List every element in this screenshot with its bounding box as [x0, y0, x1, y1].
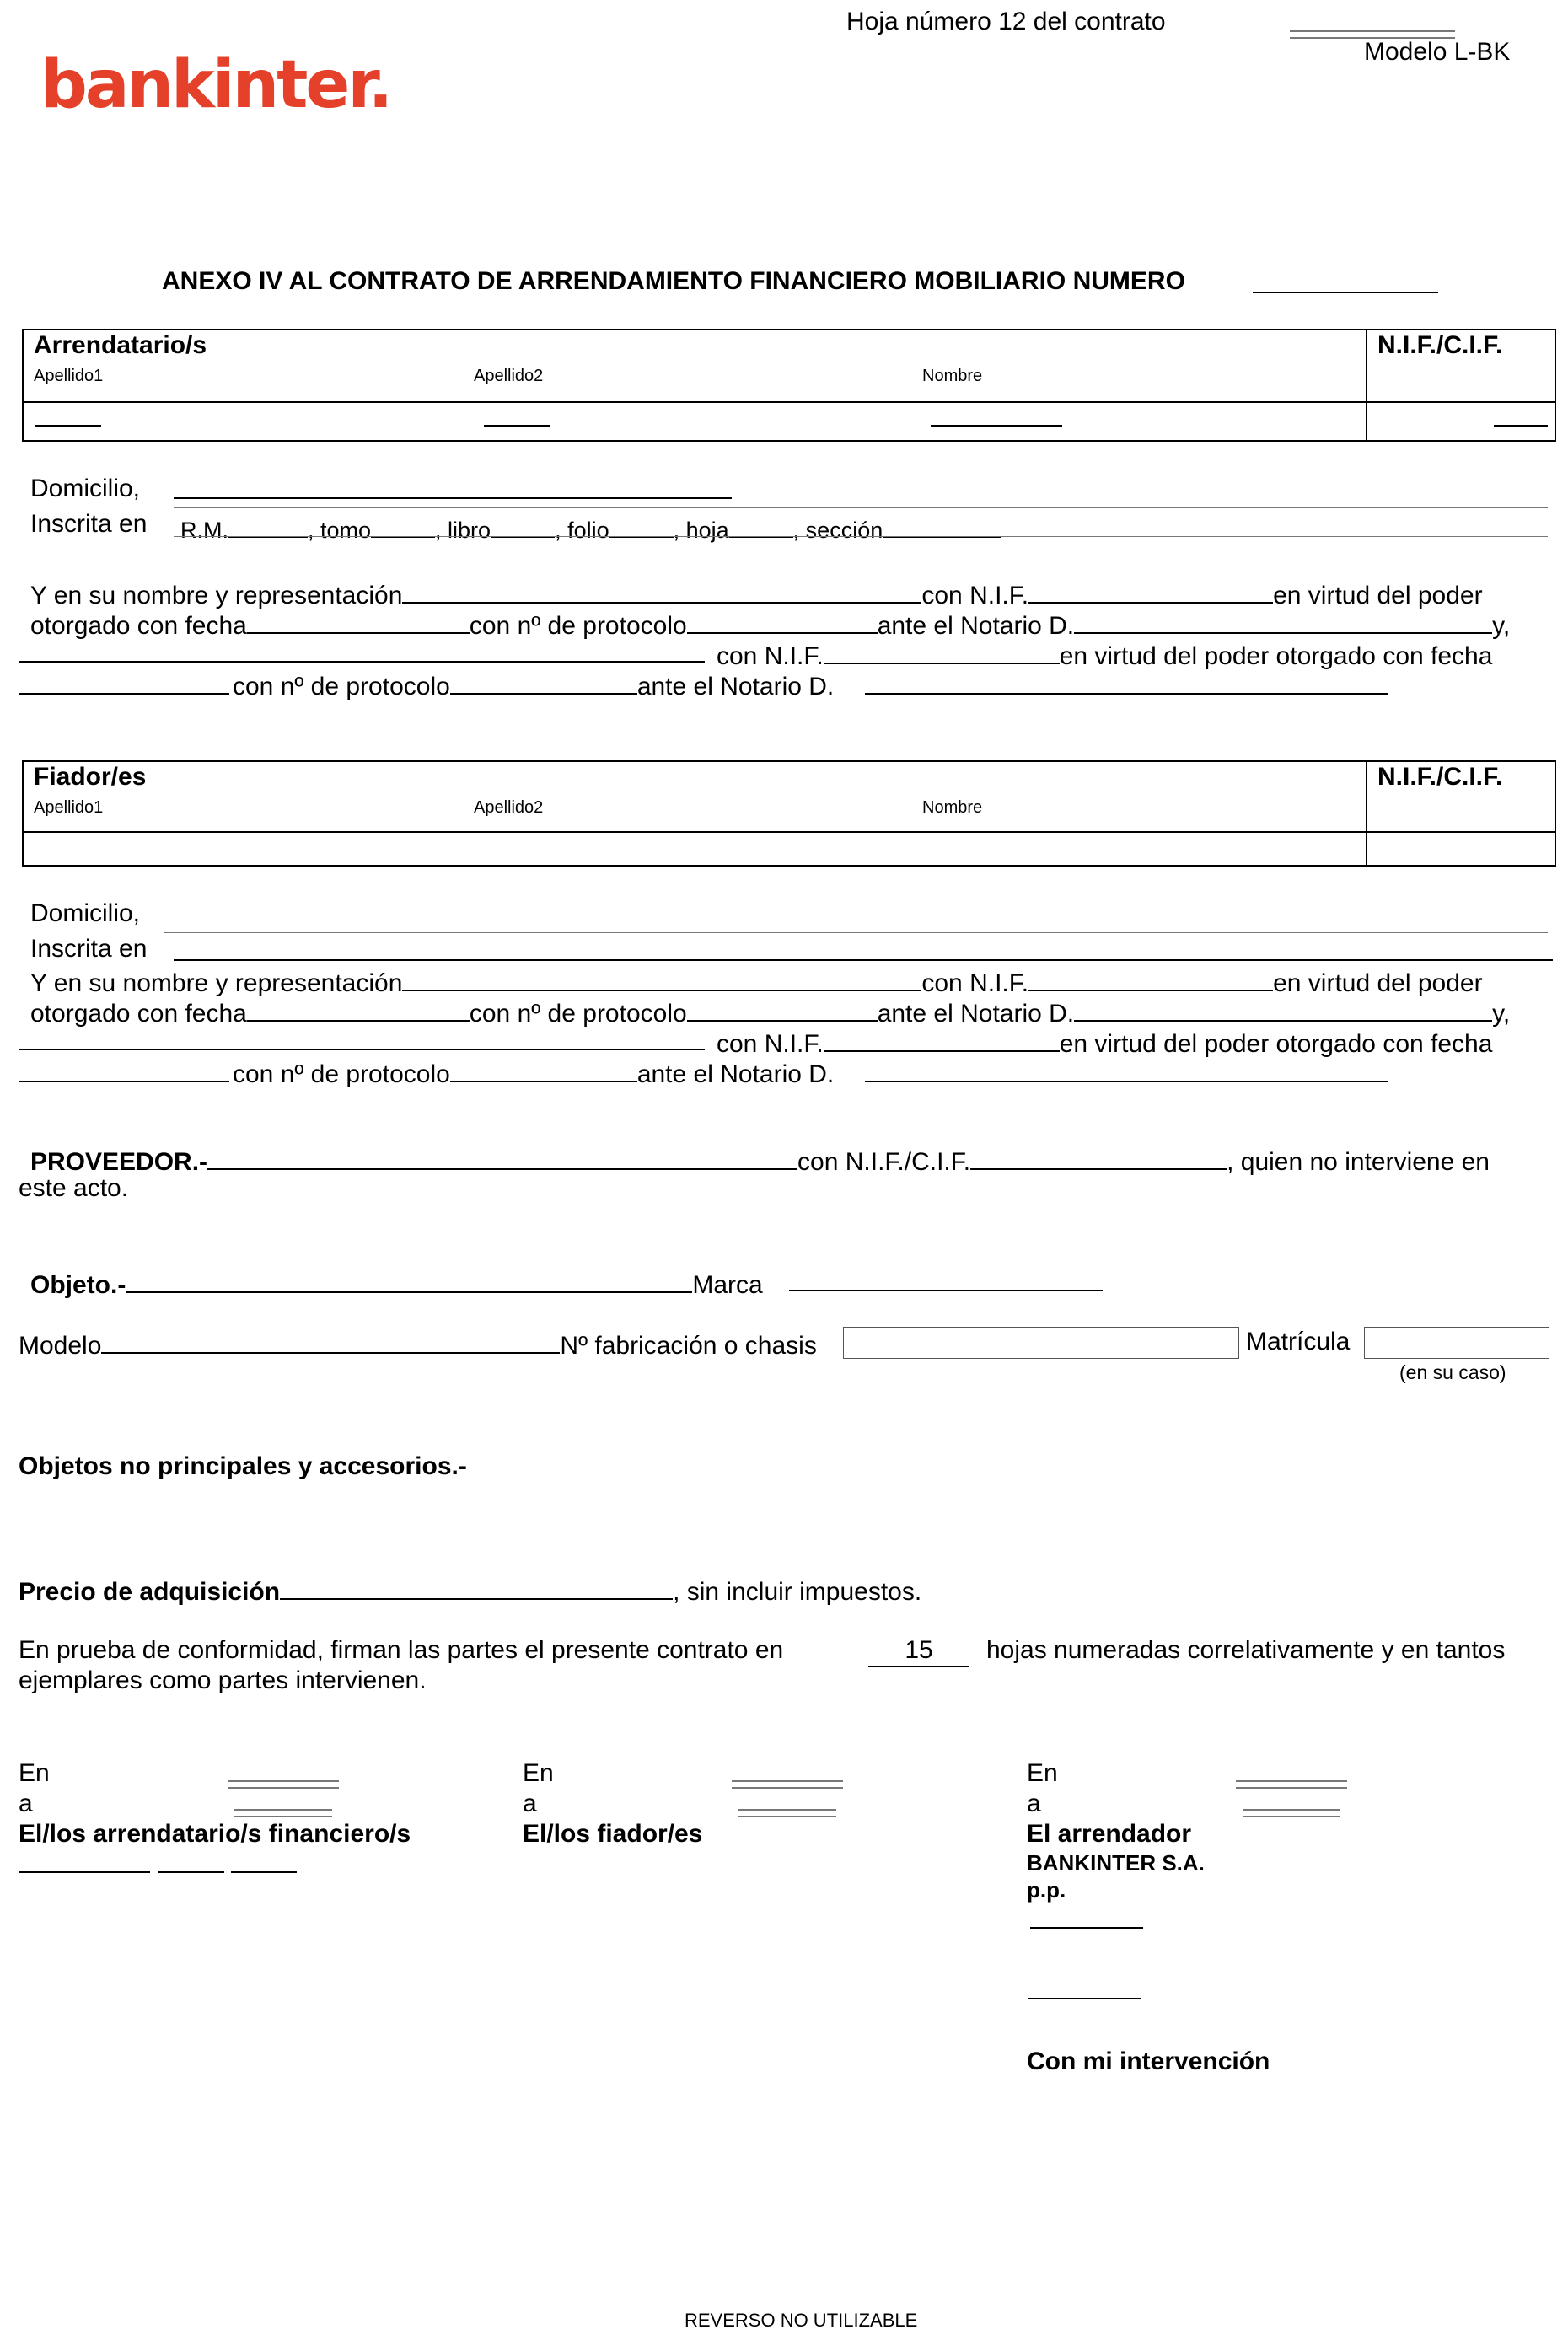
registro-line: [180, 511, 1001, 544]
frep2-notario-field[interactable]: [865, 1081, 1388, 1082]
rep-notario-label: ante el Notario D.: [877, 612, 1075, 640]
frep-name-field[interactable]: [402, 964, 921, 991]
rep-poder-label: en virtud del poder: [1273, 582, 1483, 609]
rep2-fecha-field[interactable]: [19, 693, 229, 695]
seccion-field[interactable]: [883, 511, 1001, 538]
rep2-nif-field[interactable]: [824, 637, 1060, 664]
frep-poder-label: en virtud del poder: [1273, 969, 1483, 997]
rep2-protocolo-label: con nº de protocolo: [233, 673, 450, 700]
rep-name-field[interactable]: [402, 577, 921, 604]
en-su-caso-note: (en su caso): [1399, 1361, 1506, 1383]
frep2-nif-label: con N.I.F.: [717, 1030, 824, 1058]
frep-nif-label: con N.I.F.: [921, 969, 1029, 997]
inscrita-underline: [174, 536, 1548, 537]
precio-tail: , sin incluir impuestos.: [673, 1578, 922, 1606]
fiador-col-apellido1: Apellido1: [34, 798, 104, 817]
tomo-label: , tomo: [308, 518, 372, 543]
fiador-domicilio-field[interactable]: [164, 932, 1548, 933]
model-label: Modelo L-BK: [1364, 38, 1511, 66]
frep2-poder-label: en virtud del poder otorgado con fecha: [1059, 1030, 1493, 1058]
col-apellido2: Apellido2: [474, 367, 544, 385]
footer-note: REVERSO NO UTILIZABLE: [685, 2310, 918, 2331]
rep2-protocolo-field[interactable]: [450, 668, 637, 695]
frep-notario-field[interactable]: [1074, 995, 1492, 1022]
rep-text: Y en su nombre y representación: [30, 582, 403, 609]
rm-label: R.M.: [180, 518, 228, 543]
rep-protocolo-label: con nº de protocolo: [469, 612, 687, 640]
sheet-number: Hoja número 12 del contrato: [846, 8, 1166, 35]
banco-name: BANKINTER S.A.: [1027, 1850, 1205, 1876]
rep-nif-field[interactable]: [1028, 577, 1273, 604]
nombre-field[interactable]: [931, 425, 1062, 427]
rep-fecha-field[interactable]: [247, 607, 470, 634]
precio-label: Precio de adquisición: [19, 1578, 281, 1606]
proveedor-name-field[interactable]: [207, 1143, 797, 1170]
arrendatario-table: [22, 329, 1556, 442]
marca-field[interactable]: [789, 1290, 1103, 1291]
modelo-line: [19, 1327, 817, 1361]
fiador-nif-heading: N.I.F./C.I.F.: [1377, 763, 1503, 791]
table-divider: [22, 401, 1556, 403]
firma1-en-field[interactable]: [228, 1780, 339, 1789]
fiador-col-nombre: Nombre: [922, 798, 983, 817]
firma-arrendador-label: El arrendador: [1027, 1820, 1192, 1848]
frep-y-label: y,: [1492, 1000, 1511, 1028]
proveedor-line: [30, 1143, 1490, 1178]
apoderado1-signature[interactable]: [1030, 1927, 1143, 1929]
libro-field[interactable]: [491, 511, 555, 538]
fiador-representacion-line1: [30, 964, 1483, 999]
frep-notario-label: ante el Notario D.: [877, 1000, 1075, 1028]
arrendatario-heading: Arrendatario/s: [34, 331, 207, 359]
precio-line: [19, 1573, 921, 1607]
fiador-representacion-line2: [30, 995, 1510, 1029]
firma3-en: En: [1027, 1759, 1058, 1787]
hojas-count[interactable]: 15: [868, 1635, 969, 1667]
chasis-label: Nº fabricación o chasis: [560, 1332, 817, 1360]
frep2-notario-label: ante el Notario D.: [636, 1060, 835, 1088]
firma-fiador-label: El/los fiador/es: [523, 1820, 703, 1848]
domicilio-underline: [174, 507, 1548, 508]
table-col-divider: [1366, 329, 1367, 442]
arrendatario-nif-heading: N.I.F./C.I.F.: [1377, 331, 1503, 359]
frep-fecha-field[interactable]: [247, 995, 470, 1022]
tomo-field[interactable]: [371, 511, 435, 538]
frep-protocolo-label: con nº de protocolo: [469, 1000, 687, 1028]
document-title: ANEXO IV AL CONTRATO DE ARRENDAMIENTO FINANCIERO MOBILIARIO NUMERO: [162, 267, 1185, 295]
firma2-a-field[interactable]: [738, 1809, 836, 1817]
proveedor-nif-field[interactable]: [970, 1143, 1227, 1170]
libro-label: , libro: [435, 518, 491, 543]
apellido2-field[interactable]: [484, 425, 550, 427]
fiador-inscrita-field[interactable]: [174, 959, 1553, 961]
intervencion-label: Con mi intervención: [1027, 2048, 1270, 2075]
frep-text: Y en su nombre y representación: [30, 969, 403, 997]
firma1-en: En: [19, 1759, 50, 1787]
pp-label: p.p.: [1027, 1877, 1066, 1903]
proveedor-nif-label: con N.I.F./C.I.F.: [797, 1148, 971, 1176]
matricula-input[interactable]: [1364, 1327, 1549, 1359]
rep-notario-field[interactable]: [1074, 607, 1492, 634]
col-apellido1: Apellido1: [34, 367, 104, 385]
frep2-protocolo-label: con nº de protocolo: [233, 1060, 450, 1088]
apoderado2-signature[interactable]: [1028, 1998, 1141, 1999]
firma1-a: a: [19, 1790, 33, 1817]
fiador-table-divider: [22, 831, 1556, 833]
fiador-heading: Fiador/es: [34, 763, 147, 791]
representacion-line4: [233, 668, 834, 702]
hoja-label: , hoja: [673, 518, 729, 543]
firma2-en-field[interactable]: [732, 1780, 843, 1789]
rep2-name-field[interactable]: [19, 661, 705, 663]
seccion-label: , sección: [792, 518, 883, 543]
firma1-a-field[interactable]: [234, 1809, 332, 1817]
fiador-col-apellido2: Apellido2: [474, 798, 544, 817]
conformidad-text3: ejemplares como partes intervienen.: [19, 1666, 427, 1694]
rep2-notario-label: ante el Notario D.: [636, 673, 835, 700]
rep-y-label: y,: [1492, 612, 1511, 640]
frep2-name-field[interactable]: [19, 1049, 705, 1050]
rep-protocolo-field[interactable]: [687, 607, 878, 634]
precio-field[interactable]: [280, 1573, 673, 1600]
rep2-poder-label: en virtud del poder otorgado con fecha: [1059, 642, 1493, 670]
rm-field[interactable]: [228, 511, 308, 538]
conformidad-text1: En prueba de conformidad, firman las partes el presente contrato en: [19, 1636, 784, 1664]
rep-fecha-label: otorgado con fecha: [30, 612, 247, 640]
inscrita-label: Inscrita en: [30, 510, 148, 538]
folio-label: , folio: [555, 518, 609, 543]
domicilio-field[interactable]: [174, 497, 732, 499]
rep2-nif-label: con N.I.F.: [717, 642, 824, 670]
apellido1-field[interactable]: [35, 425, 101, 427]
firma3-a: a: [1027, 1790, 1041, 1817]
firma3-a-field[interactable]: [1243, 1809, 1340, 1817]
fiador-col-divider: [1366, 760, 1367, 867]
representacion-line2: [30, 607, 1510, 641]
representacion-line1: [30, 577, 1483, 611]
firma2-a: a: [523, 1790, 537, 1817]
hoja-field[interactable]: [729, 511, 793, 538]
rep2-notario-field[interactable]: [865, 693, 1388, 695]
objeto-label: Objeto.-: [30, 1271, 126, 1299]
fiador-representacion-line3: [717, 1025, 1492, 1060]
domicilio-label: Domicilio,: [30, 475, 141, 502]
fiador-inscrita-label: Inscrita en: [30, 935, 148, 963]
firma1-line-c[interactable]: [231, 1871, 297, 1873]
marca-label: Marca: [692, 1271, 763, 1299]
chasis-input[interactable]: [843, 1327, 1239, 1359]
conformidad-text2: hojas numeradas correlativamente y en tantos: [986, 1636, 1506, 1664]
proveedor-label: PROVEEDOR.-: [30, 1148, 208, 1176]
col-nombre: Nombre: [922, 367, 983, 385]
nif-field[interactable]: [1494, 425, 1548, 427]
accesorios-heading: Objetos no principales y accesorios.-: [19, 1452, 467, 1480]
firma3-en-field[interactable]: [1236, 1780, 1347, 1789]
frep2-nif-field[interactable]: [824, 1025, 1060, 1052]
contract-number-line[interactable]: [1253, 292, 1438, 293]
fiador-representacion-line4: [233, 1055, 834, 1090]
folio-field[interactable]: [609, 511, 674, 538]
objeto-line: [30, 1266, 763, 1301]
frep-protocolo-field[interactable]: [687, 995, 878, 1022]
firma1-line-a[interactable]: [19, 1871, 150, 1873]
modelo-label: Modelo: [19, 1332, 102, 1360]
firma2-en: En: [523, 1759, 554, 1787]
firma-arrendatario-label: El/los arrendatario/s financiero/s: [19, 1820, 411, 1848]
rep-nif-label: con N.I.F.: [921, 582, 1029, 609]
frep2-fecha-field[interactable]: [19, 1081, 229, 1082]
frep2-protocolo-field[interactable]: [450, 1055, 637, 1082]
bankinter-logo: bankinter.: [40, 47, 391, 123]
representacion-line3: [717, 637, 1492, 672]
proveedor-tail2: este acto.: [19, 1174, 129, 1202]
modelo-field[interactable]: [101, 1327, 560, 1354]
frep-fecha-label: otorgado con fecha: [30, 1000, 247, 1028]
firma1-line-b[interactable]: [158, 1871, 224, 1873]
proveedor-tail: , quien no interviene en: [1227, 1148, 1490, 1176]
matricula-label: Matrícula: [1246, 1328, 1351, 1355]
frep-nif-field[interactable]: [1028, 964, 1273, 991]
fiador-domicilio-label: Domicilio,: [30, 899, 141, 927]
objeto-field[interactable]: [126, 1266, 692, 1293]
fiador-table: [22, 760, 1556, 867]
